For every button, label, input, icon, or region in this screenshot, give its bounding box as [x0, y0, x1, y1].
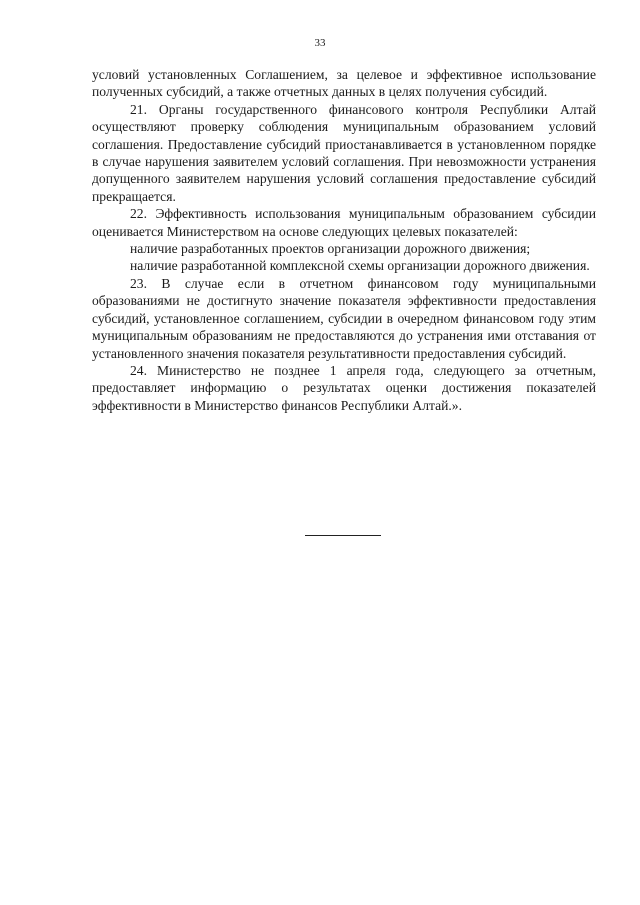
paragraph-21: 21. Органы государственного финансового контроля Республики Алтай осуществляют проверку соблюдения муниципальным образованием условий соглашения. Предоставление субсидий приостанавливается в установленном порядке в случае нарушения заявителем условий соглашения. При невозможности устранения допущенного заявителем нарушения условий соглашения предоставление субсидий прекращается.	[92, 101, 596, 204]
paragraph-23: 23. В случае если в отчетном финансовом году муниципальными образованиями не достигнуто значение показателя эффективности предоставления субсидий, установленное соглашением, субсидии в очередном финансовом году этим муниципальным образованиям не предоставляются до устранения ими отставания от установленного значения показателя результативности предоставления субсидий.	[92, 275, 596, 361]
indicator-item-2: наличие разработанной комплексной схемы организации дорожного движения.	[130, 258, 590, 274]
page-number: 33	[314, 37, 326, 49]
end-divider-line	[305, 535, 381, 536]
paragraph-continuation: условий установленных Соглашением, за целевое и эффективное использование полученных субсидий, а также отчетных данных в целях получения субсидий.	[92, 67, 596, 100]
paragraph-22: 22. Эффективность использования муниципальным образованием субсидии оценивается Министерством на основе следующих целевых показателей:	[92, 206, 596, 239]
document-body	[92, 66, 596, 414]
indicator-item-1: наличие разработанных проектов организации дорожного движения;	[130, 241, 531, 257]
paragraph-24: 24. Министерство не позднее 1 апреля года, следующего за отчетным, предоставляет информацию о результатах оценки достижения показателей эффективности в Министерство финансов Республики Алтай.».	[92, 362, 596, 413]
